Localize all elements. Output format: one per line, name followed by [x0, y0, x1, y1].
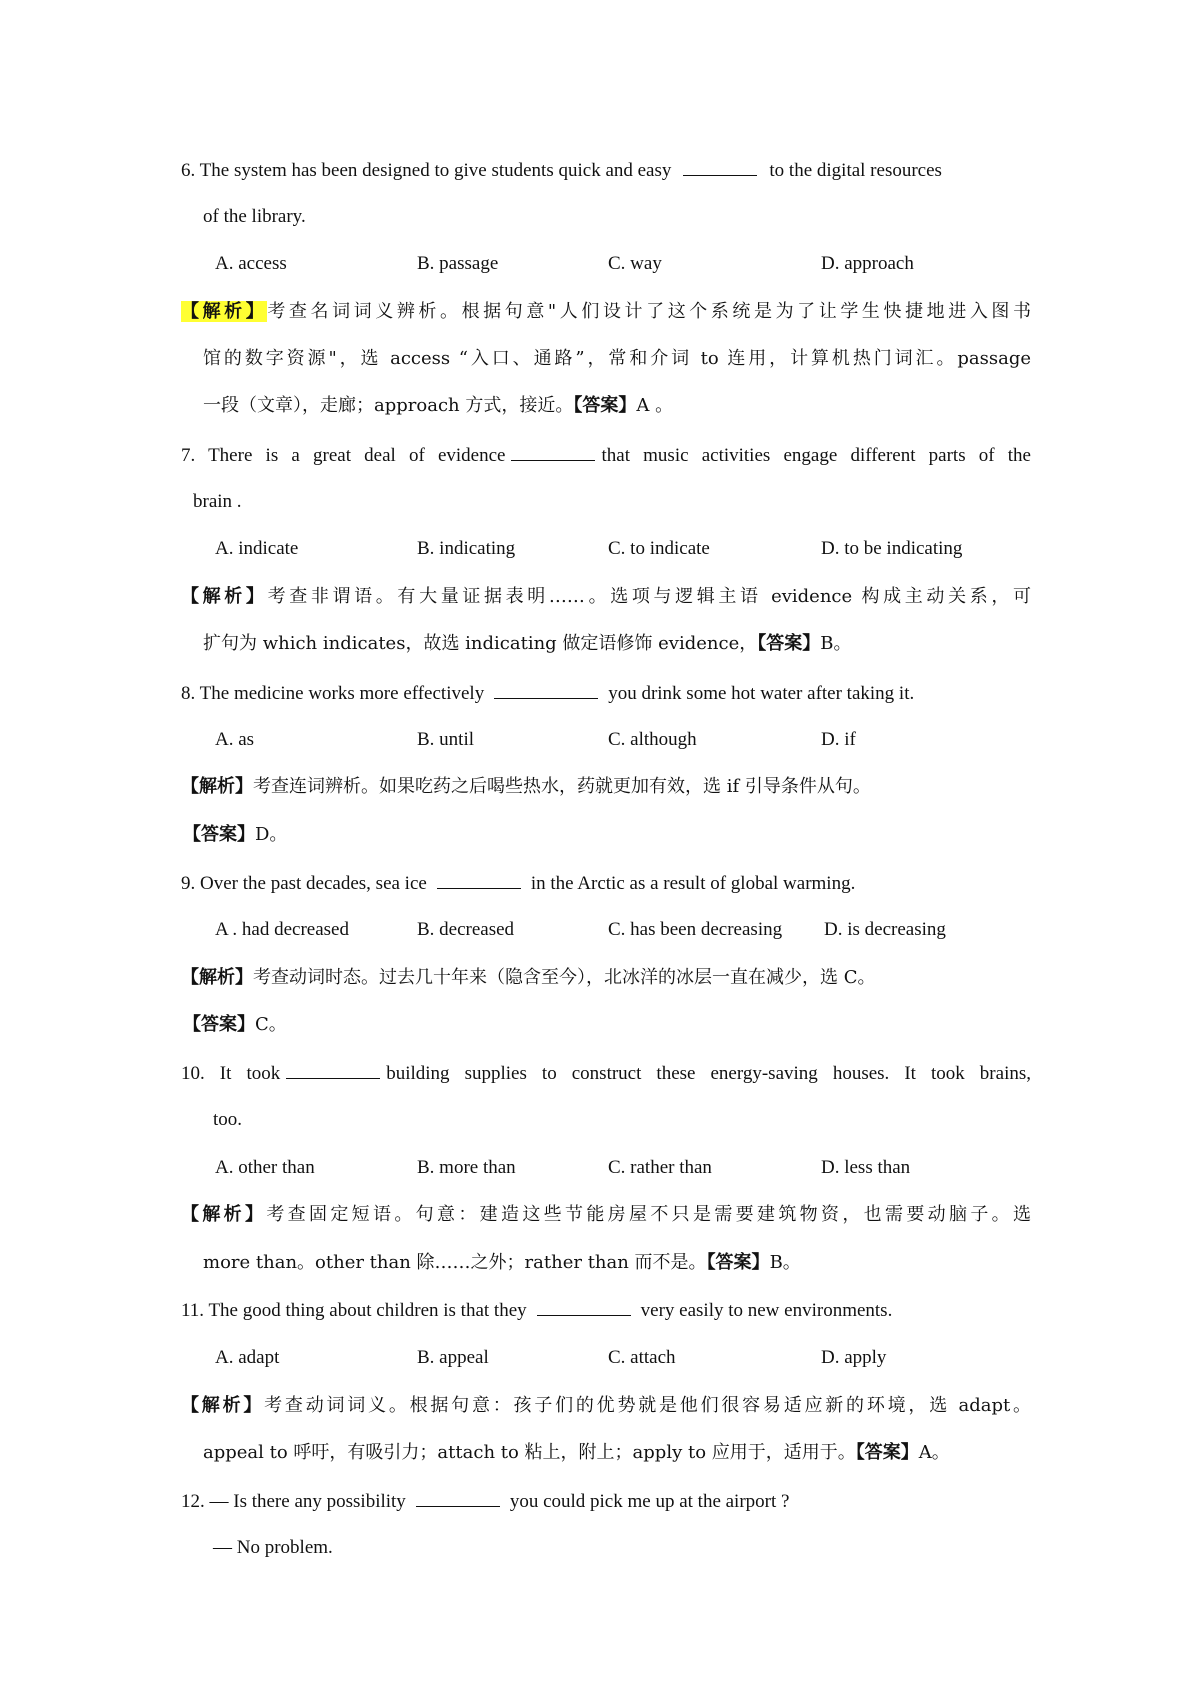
question-6-analysis-end: 一段（文章），走廊；approach 方式，接近。【答案】A 。 — [203, 395, 674, 416]
question-7-stem-cont: brain . — [193, 491, 242, 512]
answer-blank — [537, 1297, 631, 1316]
question-11-option-c: C. attach — [608, 1347, 676, 1368]
question-7-option-a: A. indicate — [215, 538, 299, 559]
question-6-option-b: B. passage — [417, 253, 499, 274]
question-7-analysis-cont: 扩句为 which indicates，故选 indicating 做定语修饰 evidence，【答案】B。 — [203, 633, 852, 654]
answer-tag: 【答案】 — [706, 1252, 770, 1273]
answer-tag: 【答案】 — [183, 1014, 255, 1035]
answer-tag: 【答案】 — [573, 395, 637, 416]
answer-tag: 【答案】 — [757, 633, 821, 654]
question-8-option-c: C. although — [608, 729, 697, 750]
answer-blank — [286, 1060, 380, 1079]
question-8-option-a: A. as — [215, 729, 255, 750]
question-11-stem: 11. The good thing about children is that they very easily to new environments. — [181, 1297, 1031, 1324]
question-7-option-b: B. indicating — [417, 538, 516, 559]
answer-tag: 【答案】 — [183, 824, 255, 845]
answer-tag: 【答案】 — [855, 1442, 919, 1463]
analysis-tag: 【解析】 — [181, 1395, 265, 1416]
question-9-stem: 9. Over the past decades, sea ice in the Arctic as a result of global warming. — [181, 870, 1031, 897]
question-6-option-d: D. approach — [821, 253, 914, 274]
answer-blank — [511, 442, 595, 461]
analysis-tag: 【解析】 — [181, 301, 268, 322]
analysis-tag: 【解析】 — [181, 586, 268, 607]
question-10-analysis-cont: more than。other than 除……之外；rather than 而不是。【答案】B。 — [203, 1252, 801, 1273]
question-9-option-d: D. is decreasing — [824, 919, 946, 940]
question-9-answer: 【答案】C。 — [183, 1014, 287, 1035]
question-9-option-a: A . had decreased — [215, 919, 349, 940]
question-8-stem: 8. The medicine works more effectively you drink some hot water after taking it. — [181, 680, 1031, 707]
question-12-stem: 12. — Is there any possibility you could pick me up at the airport ? — [181, 1488, 1031, 1515]
question-8-answer: 【答案】D。 — [183, 824, 288, 845]
question-6-analysis: 【解析】考查名词词义辨析。根据句意"人们设计了这个系统是为了让学生快捷地进入图书 — [181, 301, 1032, 322]
question-11-option-d: D. apply — [821, 1347, 887, 1368]
question-8-option-b: B. until — [417, 729, 475, 750]
question-6-option-c: C. way — [608, 253, 662, 274]
question-11-option-a: A. adapt — [215, 1347, 280, 1368]
question-7-stem: 7. There is a great deal of evidence that music activities engage different parts of the — [181, 442, 1031, 469]
question-9-option-c: C. has been decreasing — [608, 919, 783, 940]
question-10-stem-cont: too. — [213, 1109, 243, 1130]
answer-blank — [494, 680, 598, 699]
question-6-stem-cont: of the library. — [203, 206, 306, 227]
answer-blank — [683, 157, 757, 176]
question-11-analysis-cont: appeal to 呼吁，有吸引力；attach to 粘上，附上；apply to 应用于，适用于。【答案】A。 — [203, 1442, 950, 1463]
question-10-option-b: B. more than — [417, 1157, 516, 1178]
question-8-analysis: 【解析】考查连词辨析。如果吃药之后喝些热水，药就更加有效，选 if 引导条件从句。 — [181, 776, 871, 797]
question-6-stem: 6. The system has been designed to give students quick and easy to the digital resources — [181, 157, 1031, 184]
analysis-tag: 【解析】 — [181, 967, 253, 988]
question-6-option-a: A. access — [215, 253, 287, 274]
question-10-option-a: A. other than — [215, 1157, 315, 1178]
question-7-option-c: C. to indicate — [608, 538, 710, 559]
question-11-analysis: 【解析】考查动词词义。根据句意：孩子们的优势就是他们很容易适应新的环境，选 adapt。 — [181, 1395, 1031, 1416]
question-10-option-d: D. less than — [821, 1157, 911, 1178]
answer-blank — [437, 870, 521, 889]
question-8-option-d: D. if — [821, 729, 856, 750]
question-10-stem: 10. It took building supplies to construct these energy-saving houses. It took brains, — [181, 1060, 1031, 1087]
analysis-tag: 【解析】 — [181, 776, 253, 797]
answer-blank — [416, 1488, 500, 1507]
analysis-tag: 【解析】 — [181, 1204, 267, 1225]
question-7-analysis: 【解析】考查非谓语。有大量证据表明……。选项与逻辑主语 evidence 构成主动关系，可 — [181, 586, 1031, 607]
question-12-reply: — No problem. — [213, 1537, 333, 1558]
question-10-option-c: C. rather than — [608, 1157, 712, 1178]
question-9-option-b: B. decreased — [417, 919, 515, 940]
question-11-option-b: B. appeal — [417, 1347, 489, 1368]
question-9-analysis: 【解析】考查动词时态。过去几十年来（隐含至今），北冰洋的冰层一直在减少，选 C。 — [181, 967, 876, 988]
question-7-option-d: D. to be indicating — [821, 538, 963, 559]
question-6-analysis-cont: 馆的数字资源"，选 access “入口、通路”，常和介词 to 连用，计算机热门词汇。passage — [203, 348, 1031, 369]
question-10-analysis: 【解析】考查固定短语。句意：建造这些节能房屋不只是需要建筑物资，也需要动脑子。选 — [181, 1204, 1032, 1225]
